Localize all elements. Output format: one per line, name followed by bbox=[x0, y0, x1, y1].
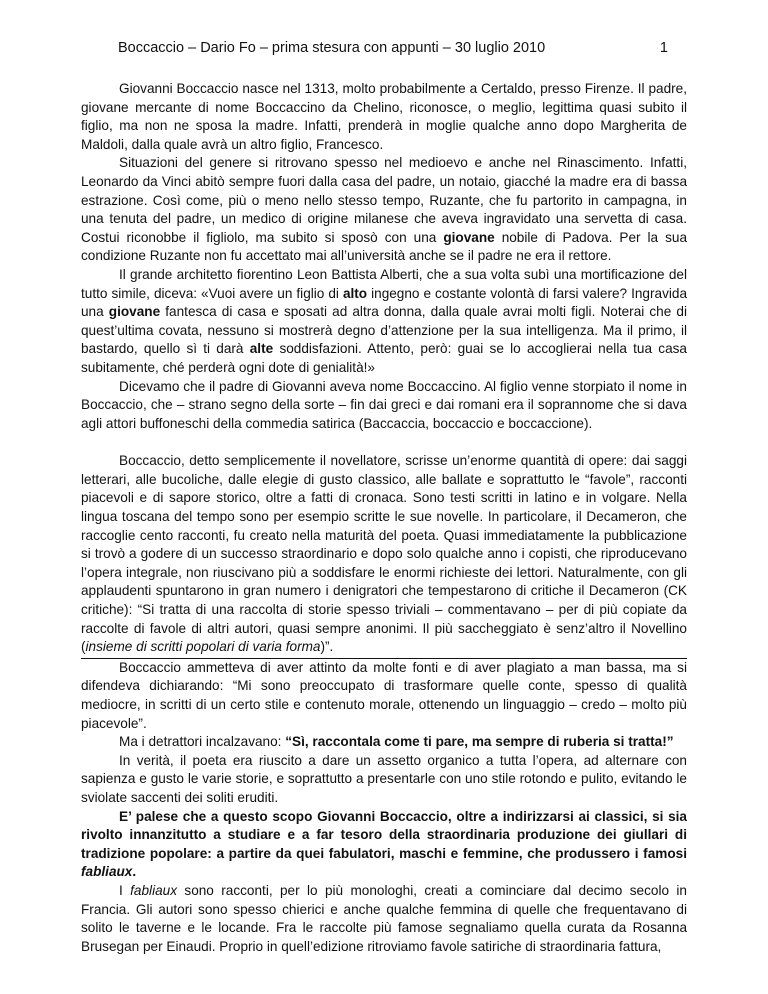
page-number: 1 bbox=[659, 40, 668, 56]
paragraph-5: Boccaccio, detto semplicemente il novellatore, scrisse un’enorme quantità di opere: dai saggi letterari, alle bucoliche, dalle elegie di gusto classico, alle ballate e soprattutto le “favole”, racconti piacevoli e di sapore storico, oltre a fatti di cronaca. Sono testi scritti in latino e in volgare. Nella lingua toscana del tempo sono per esempio scritte le sue novelle. In particolare, il Decameron, che raccoglie cento racconti, fu creato nella maturità del poeta. Quasi immediatamente la pubblicazione si trovò a godere di un successo straordinario e dopo solo qualche anno i copisti, che riproducevano l’opera integrale, non riuscivano più a soddisfare le enormi richieste dei lettori. Naturalmente, con gli applaudenti spuntarono in gran numero i denigratori che tempestarono di critiche il Decameron (CK critiche): “Si tratta di una raccolta di storie spesso triviali – commentavano – per di più copiate da raccolte di favole di altri autori, quasi sempre anonimi. Il più saccheggiato è senz’altro il Novellino (insieme di scritti popolari di varia forma)”. bbox=[81, 453, 687, 655]
paragraph-6: Boccaccio ammetteva di aver attinto da molte fonti e di aver plagiato a man bassa, ma si difendeva dichiarando: “Mi sono preoccupato di trasformare quelle conte, spesso di qualità mediocre, in scritti di un certo stile e contenuto morale, ottenendo un linguaggio – credo – molto più piacevole”. bbox=[81, 659, 687, 731]
page-header bbox=[118, 40, 668, 56]
document-body bbox=[81, 80, 687, 956]
paragraph-3: Il grande architetto fiorentino Leon Battista Alberti, che a sua volta subì una mortificazione del tutto simile, diceva: «Vuoi avere un figlio di alto ingegno e costante volontà di farsi valere? Ingravida una giovane fantesca di casa e sposati ad altra donna, dalla quale avrai molti figli. Noterai che di quest’ultima covata, nessuno si mostrerà degno d’attenzione per la sua intelligenza. Ma il primo, il bastardo, quello sì ti darà alte soddisfazioni. Attento, però: guai se lo accoglierai nella tua casa subitamente, ché perderà ogni dote di genialità!» bbox=[81, 266, 688, 375]
paragraph-7: Ma i detrattori incalzavano: “Sì, raccontala come ti pare, ma sempre di ruberia si tratta!” bbox=[119, 734, 674, 750]
paragraph-1: Giovanni Boccaccio nasce nel 1313, molto probabilmente a Certaldo, presso Firenze. Il padre, giovane mercante di nome Boccaccino da Chelino, riconosce, o meglio, legittima quasi subito il figlio, ma non ne sposa la madre. Infatti, prenderà in moglie qualche anno dopo Margherita de Maldoli, dalla quale avrà un altro figlio, Francesco. bbox=[81, 81, 687, 152]
paragraph-2: Situazioni del genere si ritrovano spesso nel medioevo e anche nel Rinascimento. Infatti, Leonardo da Vinci abitò sempre fuori dalla casa del padre, un notaio, giacché la madre era di bassa estrazione. Così come, più o meno nello stesso tempo, Ruzante, che fu partorito in campagna, in una tenuta del padre, un medico di origine milanese che aveva ingravidato una servetta di casa. Costui riconobbe il figliolo, ma subito si sposò con una giovane nobile di Padova. Per la sua condizione Ruzante non fu accettato mai all’università anche se il padre ne era il rettore. bbox=[81, 155, 688, 264]
paragraph-8: In verità, il poeta era riuscito a dare un assetto organico a tutta l’opera, ad alternare con sapienza e gusto le varie storie, e soprattutto a presentarle con uno stile rotondo e pulito, evitando le sviolate saccenti dei soliti eruditi. bbox=[81, 752, 687, 805]
header-title: Boccaccio – Dario Fo – prima stesura con appunti – 30 luglio 2010 bbox=[118, 40, 546, 56]
paragraph-10: I fabliaux sono racconti, per lo più monologhi, creati a cominciare dal decimo secolo in Francia. Gli autori sono spesso chierici e anche qualche femmina di quelle che frequentavano di solito le taverne e le locande. Fra le raccolte più famose segnaliamo quella curata da Rosanna Brusegan per Einaudi. Proprio in quell’edizione ritroviamo favole satiriche di straordinaria fattura, bbox=[81, 882, 687, 954]
paragraph-9: E’ palese che a questo scopo Giovanni Boccaccio, oltre a indirizzarsi ai classici, si sia rivolto innanzitutto a studiare e a far tesoro della straordinaria produzione dei giullari di tradizione popolare: a partire da quei fabulatori, maschi e femmine, che produssero i famosi fabliaux. bbox=[81, 808, 687, 880]
paragraph-4: Dicevamo che il padre di Giovanni aveva nome Boccaccino. Al figlio venne storpiato il nome in Boccaccio, che – strano segno della sorte – fin dai greci e dai romani era il soprannome che si dava agli attori buffoneschi della commedia satirica (Baccaccia, boccaccio e boccaccione). bbox=[81, 378, 687, 431]
